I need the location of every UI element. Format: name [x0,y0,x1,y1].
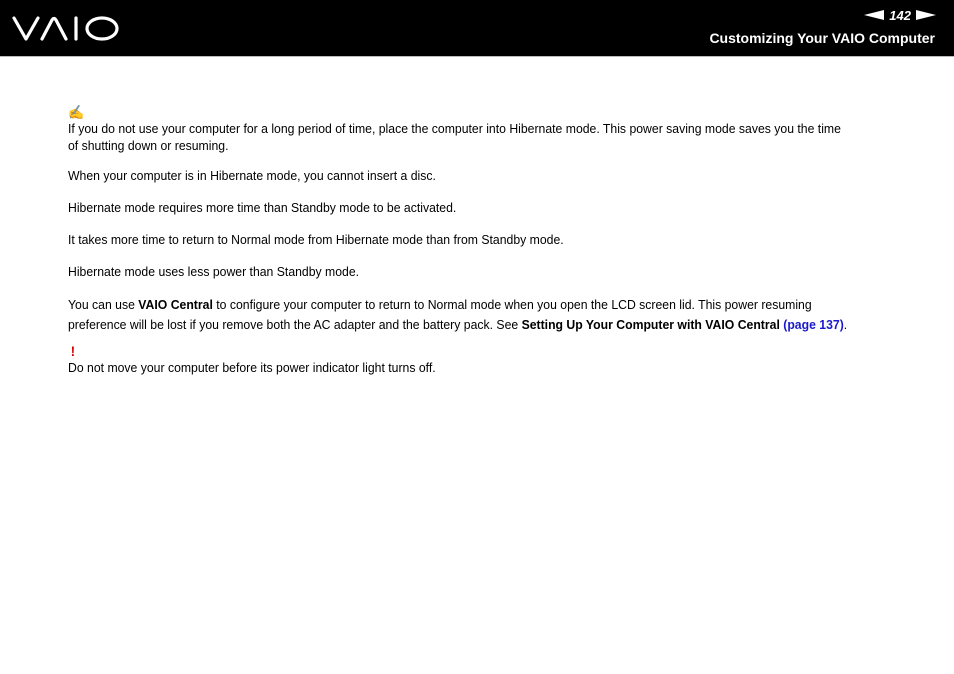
note-text: If you do not use your computer for a long period of time, place the computer into Hibernate mode. This power saving mode saves you the time of shutting down or resuming. [68,121,841,153]
vaio-central-text-1: You can use [68,297,139,312]
section-title: Customizing Your VAIO Computer [709,30,935,46]
page-header [0,0,954,57]
setup-vaio-central-reference: Setting Up Your Computer with VAIO Central [521,317,780,332]
warning-text: Do not move your computer before its power indicator light turns off. [68,360,436,375]
page-number: 142 [889,7,911,23]
vaio-central-name: VAIO Central [138,297,213,312]
paragraph-hibernate-power: Hibernate mode uses less power than Standby mode. [68,264,360,279]
vaio-central-end: . [843,317,848,332]
page-137-link[interactable]: (page 137) [783,317,844,332]
pencil-note-icon: ✍ [68,104,85,120]
paragraph-hibernate-disc: When your computer is in Hibernate mode, you cannot insert a disc. [68,168,436,183]
paragraph-vaio-central [68,295,850,335]
vaio-logo [12,14,122,44]
vaio-central-text-2: to configure your computer to return to Normal mode when you open the LCD screen lid. This power resuming preference will be lost if you remove both the AC adapter and the battery pack. See [68,297,812,332]
paragraph-hibernate-activation: Hibernate mode requires more time than Standby mode to be activated. [68,200,457,215]
page-navigation [864,7,936,23]
previous-page-icon[interactable] [864,10,884,20]
main-content [68,104,850,391]
next-page-icon[interactable] [916,10,936,20]
paragraph-hibernate-return: It takes more time to return to Normal mode from Hibernate mode than from Standby mode. [68,232,564,247]
warning-icon: ! [70,343,76,359]
